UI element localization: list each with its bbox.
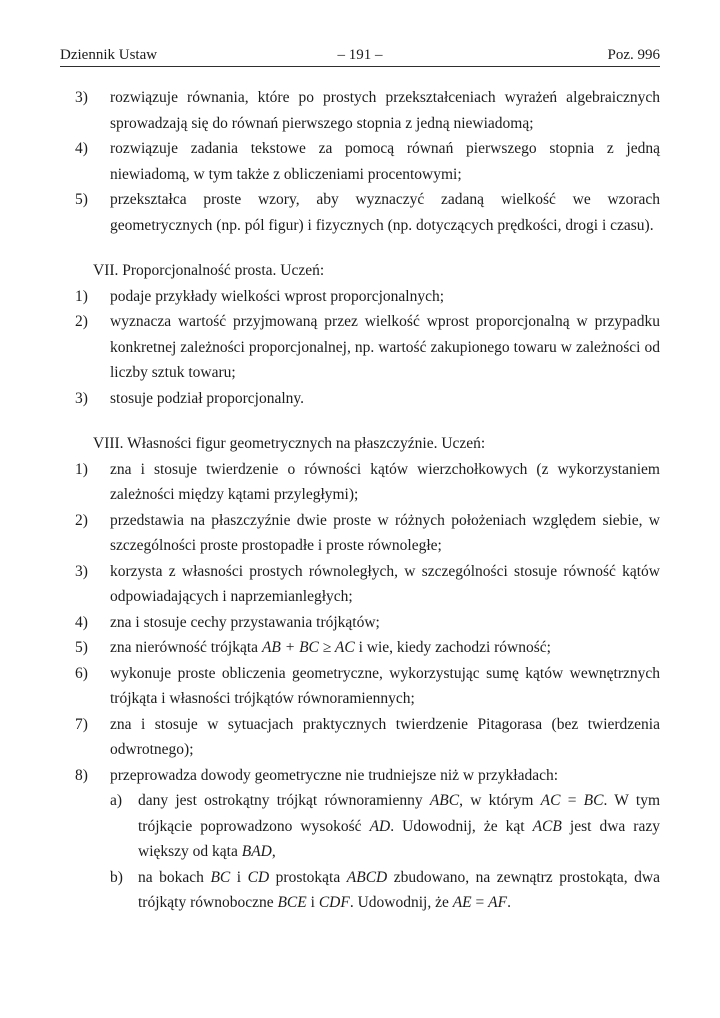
item-label: 5) (75, 639, 88, 656)
text-run: VIII. Własności figur geometrycznych na płaszczyźnie. Uczeń: (93, 435, 486, 452)
math-expression: BC (210, 868, 231, 886)
text-run: jest dwa razy większy od kąta (138, 817, 660, 860)
math-expression: ACB (532, 817, 562, 835)
text-run: podaje przykłady wielkości wprost proporcjonalnych; (110, 287, 445, 305)
page-header (60, 47, 660, 67)
list-item (60, 386, 660, 412)
item-text (110, 386, 660, 412)
item-text (110, 559, 660, 610)
item-text (110, 610, 660, 636)
list-item (60, 508, 660, 559)
text-run: zna i stosuje cechy przystawania trójkątów; (110, 613, 380, 631)
sub-list-item (60, 788, 660, 865)
text-run: korzysta z własności prostych równoległych, w szczególności stosuje równość kątów odpowiadających i naprzemianległych; (110, 562, 660, 605)
item-text (110, 284, 660, 310)
math-expression: AF (488, 894, 508, 911)
math-expression: ABCD (346, 868, 388, 886)
text-run: i (230, 868, 248, 886)
item-label: 3) (75, 562, 88, 580)
text-run: prostokąta (269, 868, 347, 886)
text-run: na bokach (138, 868, 211, 886)
math-expression: CD (247, 868, 270, 886)
text-run: dany jest ostrokątny trójkąt równoramienny (138, 792, 430, 809)
item-text (110, 763, 660, 789)
text-run: , w którym (459, 792, 541, 809)
item-label: 8) (75, 766, 88, 784)
text-run: wykonuje proste obliczenia geometryczne, wykorzystując sumę kątów wewnętrznych trójkąta i własności trójkątów równoramiennych; (110, 664, 660, 707)
text-run: zna nierówność trójkąta (110, 639, 262, 656)
list-item (60, 187, 660, 238)
item-text (110, 136, 660, 187)
math-expression: AC (540, 792, 561, 809)
text-run: = (471, 894, 489, 911)
text-run: przeprowadza dowody geometryczne nie trudniejsze niż w przykładach: (110, 766, 559, 784)
item-label: 6) (75, 664, 88, 682)
journal-title: Dziennik Ustaw (60, 47, 158, 63)
math-expression: AE (452, 894, 472, 911)
list-item (60, 284, 660, 310)
math-expression: BC (583, 792, 604, 809)
item-text (138, 788, 660, 865)
math-expression: BCE (277, 894, 307, 911)
text-run: i (306, 894, 319, 911)
item-text (110, 508, 660, 559)
text-run: . W tym trójkącie poprowadzono wysokość (138, 792, 660, 835)
item-text (110, 187, 660, 238)
item-label: 1) (75, 287, 88, 305)
text-run: zna i stosuje twierdzenie o równości kątów wierzchołkowych (z wykorzystaniem zależności między kątami przyległymi); (110, 460, 660, 503)
item-text (110, 457, 660, 508)
list-item (60, 610, 660, 636)
item-label: 3) (75, 389, 88, 407)
section-heading (60, 258, 660, 284)
text-run: . (507, 894, 511, 911)
page-number: – 191 – (337, 47, 383, 63)
list-item (60, 85, 660, 136)
text-run: wyznacza wartość przyjmowaną przez wielkość wprost proporcjonalną w przypadku konkretnej zależności proporcjonalnej, np. wartość zakupionego towaru w zależności od liczby sztuk towaru; (110, 313, 660, 381)
text-run: przedstawia na płaszczyźnie dwie proste w różnych położeniach względem siebie, w szczególności proste prostopadłe i proste równoległe; (110, 511, 660, 554)
item-label: 2) (75, 313, 88, 330)
text-run: , (271, 843, 276, 860)
item-text (110, 85, 660, 136)
list-item (60, 559, 660, 610)
item-text (110, 661, 660, 712)
math-expression: AD (369, 817, 391, 835)
list-item (60, 136, 660, 187)
list-item (60, 763, 660, 789)
text-run: przekształca proste wzory, aby wyznaczyć zadaną wielkość we wzorach geometrycznych (np. pól figur) i fizycznych (np. dotyczących prędkości, drogi i czasu). (110, 191, 660, 234)
text-run: VII. Proporcjonalność prosta. Uczeń: (93, 262, 325, 279)
section-heading (60, 431, 660, 457)
text-run: = (560, 792, 584, 809)
list-item (60, 457, 660, 508)
item-text (110, 712, 660, 763)
text-run: stosuje podział proporcjonalny. (110, 389, 304, 407)
item-label: 2) (75, 511, 88, 529)
math-expression: AB + BC ≥ AC (261, 639, 355, 656)
item-text (110, 635, 660, 661)
item-text (110, 309, 660, 386)
item-label: 4) (75, 140, 88, 157)
text-run: zbudowano, na zewnątrz prostokąta, dwa trójkąty równoboczne (138, 868, 660, 911)
item-label: a) (110, 792, 123, 809)
text-run: . Udowodnij, że kąt (390, 817, 533, 835)
math-expression: BAD (241, 843, 272, 860)
text-run: zna i stosuje w sytuacjach praktycznych twierdzenie Pitagorasa (bez twierdzenia odwrotnego); (110, 715, 660, 758)
item-label: 5) (75, 191, 88, 208)
math-expression: ABC (429, 792, 460, 809)
position-number: Poz. 996 (607, 47, 660, 63)
document-body (60, 85, 660, 916)
item-label: b) (110, 868, 123, 886)
math-expression: CDF (318, 894, 350, 911)
list-item (60, 635, 660, 661)
text-run: . Udowodnij, że (349, 894, 453, 911)
text-run: rozwiązuje zadania tekstowe za pomocą równań pierwszego stopnia z jedną niewiadomą, w tym także z obliczeniami procentowymi; (110, 140, 660, 183)
list-item (60, 712, 660, 763)
text-run: i wie, kiedy zachodzi równość; (354, 639, 551, 656)
item-text (138, 865, 660, 916)
list-item (60, 661, 660, 712)
sub-list-item (60, 865, 660, 916)
item-label: 1) (75, 460, 88, 478)
item-label: 7) (75, 715, 88, 733)
item-label: 3) (75, 89, 88, 106)
list-item (60, 309, 660, 386)
text-run: rozwiązuje równania, które po prostych przekształceniach wyrażeń algebraicznych sprowadzają się do równań pierwszego stopnia z jedną niewiadomą; (110, 89, 660, 132)
item-label: 4) (75, 613, 88, 631)
